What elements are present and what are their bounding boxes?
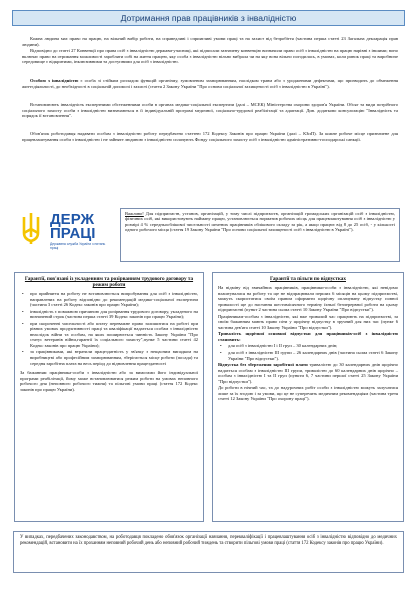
employer-obligations-box: [13, 531, 404, 573]
vacation-unpaid-paragraph: [218, 362, 398, 384]
important-note-box: [120, 208, 400, 262]
intro-paragraph-2: Відповідно до статті 27 Конвенції про права осіб з інвалідністю держави-учасниці, які підписали зазначену конвенцію визначили право осіб з інвалідністю на працю нарівні з іншими; воно включає право на отримання можливості заробляти собі на життя працею, яку особа з інвалідністю вільно вибрала чи на яку вона вільно погодилась, в умовах, коли ринок праці та виробниче середовище є відкритими, інклюзивними та доступними для осіб з інвалідністю.: [22, 48, 398, 65]
list-item: • про прийняття на роботу не встановлюється випробування для осіб з інвалідністю, направлених на роботу відповідно до рекомендацій медико-соціальної експертизи (частина 3 статті 26 Кодекс законів про працю України);: [30, 291, 198, 308]
intro-paragraph-1: Кожна людина має право на працю, на вільний вибір роботи, на справедливі і сприятливі умови праці та на захист від безробіття (частина перша статті 23 Загальна декларація прав людини).: [22, 36, 398, 47]
intro-paragraph-4: Встановлюють інвалідність експертними обстеженнями особи в органах медико-соціальної експертизи (далі – МСЕК) Міністерства охорони здоров'я України. Обсяг та види потрібного соціального захисту особи з інвалідністю визначаються в її індивідуальній програмі медичної, соціально-трудової реабілітації та адаптації. Див. додатково консультацію "Інвалідність та порядок її встановлення".: [22, 102, 398, 119]
vacation-unpaid-heading: Відпустка без збереження заробітної плати: [218, 362, 308, 368]
intro-paragraph-3-text: є особа зі стійким розладом функцій організму, зумовленим захворюванням, наслідком травм або з уродженими дефектами, що призводить до обмеження життєдіяльності, до необхідності в соціальній допомозі і захисті (стаття 2 Закону України "Про основи соціальної захищеності осіб з інвалідністю в Україні").: [22, 78, 398, 89]
vacation-para-2: Працівникам-особам з інвалідністю, які вже тривалий час працюють на підприємстві, за своїм бажанням мають право піти у щорічну відпустку в зручний для них час (пункт 6 частина дев'ята статті 10 Закону України "Про відпустки").: [218, 313, 398, 330]
page-title-text: Дотримання прав працівників з інвалідністю: [120, 13, 297, 23]
logo-wordmark: [50, 213, 95, 241]
vacation-night-work: До роботи в нічний час, та до надурочних робіт особи з інвалідністю можуть залучатися лише за їх згодою і за умови, що це не суперечить медичним рекомендаціям (частина третя статті 12 Закону України "Про охорону праці").: [218, 385, 398, 402]
guarantees-contract-list: [20, 291, 198, 366]
important-note-text: Для підприємств, установ, організацій, у тому числі підприємств, організацій громадських організацій осіб з інвалідністю, фізичних осіб, які використовують найману працю, установлюється норматив робочих місць для працевлаштування осіб з інвалідністю у розмірі 4 % середньооблікової чисельності штатних працівників облікового складу за рік, а якщо працює від 8 до 25 осіб, - у кількості одного робочого місця (стаття 19 Закону України "Про основи соціальної захищеності осіб з інвалідністю в Україні").: [125, 211, 395, 233]
logo-subtitle: Державна служба України з питань праці: [50, 242, 106, 250]
vacation-duration-list: [218, 343, 398, 361]
guarantees-contract-footer: За бажанням працівника-особи з інвалідністю або за вимогами його індивідуальної програми реабілітації, йому може встановлюватися режим роботи на умовах неповного робочого дня (неповного робочого тижня) та пільгові умови праці (стаття 172 Кодекс законів про працю України).: [20, 370, 198, 392]
vacation-intro: На відміну від звичайних працівників, працівники-особи з інвалідністю, які невідомо влаштувалися на роботу та ще не відпрацювали перших 6 місяців на цьому підприємстві, можуть скористатися своїм правом оформити щорічну оплачувану відпустку повної тривалості ще до настання шестимісячного терміну їхньої безперервної роботи на цьому підприємстві (пункт 2 частина сьома статті 10 Закону України "Про відпустки").: [218, 285, 398, 313]
guarantees-contract-box: [14, 272, 204, 522]
intro-bold-lead: Особою з інвалідністю: [30, 78, 79, 83]
list-item: • за працівниками, які втратили працездатність у зв'язку з нещасним випадком на виробництві або професійним захворюванням, зберігається місце роботи (посада) та середня заробітна плата на весь період до відновлення працездатності: [30, 349, 198, 366]
vacation-unpaid-text: тривалістю до 30 календарних днів щорічно надається особам з інвалідністю ІІІ групи, тривалістю до 60 календарних днів щорічно – особам з інвалідністю І та ІІ груп (пункти 6, 7 частини першої статті 25 Закону України "Про відпустки").: [218, 362, 398, 384]
list-item: • інвалідність є поважною причиною для розірвання трудового договору, укладеного на визначений строк (частина перша статті 39 Кодекс законів про працю України);: [30, 309, 198, 320]
page-title: [12, 10, 405, 26]
list-item: • при скороченні чисельності або штату переважне право залишитися на роботі при рівних умовах продуктивності праці та кваліфікації надається особам з інвалідністю внаслідок війни та особам, на яких поширюється чинність Закону України "Про статус ветеранів війни,гарантії їх соціального захисту",пункт 5 частини статті 42 Кодекс законів про працю України);: [30, 321, 198, 349]
trident-emblem-icon: [20, 211, 42, 245]
list-item: • для осіб з інвалідністю ІІІ групи – 26 календарних днів (частина сьома статті 6 Закону України "Про відпустки").: [228, 350, 398, 361]
logo-line-1: ДЕРЖ: [50, 211, 95, 228]
guarantees-contract-heading: Гарантії, пов'язані із укладенням та розірванням трудового договору та режим роботи: [24, 276, 194, 288]
vacation-duration-heading: Тривалість щорічної основної відпустки для працівників-осіб з інвалідністю становить:: [218, 331, 398, 342]
guarantees-vacation-heading: Гарантії та пільги по відпустках: [270, 276, 346, 282]
guarantees-vacation-box: [212, 272, 404, 522]
intro-paragraph-3: [22, 78, 398, 89]
employer-obligations-text: У випадках, передбачених законодавством, на роботодавця покладено обов'язок організації навчання, перекваліфікації і працевлаштування осіб з інвалідністю відповідно до медичних рекомендацій, встановити на їх проханням неповний робочий день або неповний робочий тиждень та створити пільгові умови праці (стаття 172 Кодексу законів про працю України).: [20, 535, 397, 546]
logo-line-2: ПРАЦІ: [50, 225, 96, 242]
important-note-lead: Важливо!: [125, 211, 144, 216]
intro-paragraph-5: Обов'язок роботодавця надавати особам з інвалідністю роботу передбачено статтею 172 Кодексу Законів про працю України (далі – КЗпП). За кожне робоче місце призначене для працевлаштування особи з інвалідністю і не зайняте людиною з інвалідністю сплачують Фонду соціального захисту осіб з інвалідністю адміністративно-господарські санкції.: [22, 131, 398, 142]
derzhpratsi-logo: [20, 205, 112, 259]
list-item: • для осіб з інвалідністю І і ІІ груп – 30 календарних днів;: [228, 343, 398, 349]
